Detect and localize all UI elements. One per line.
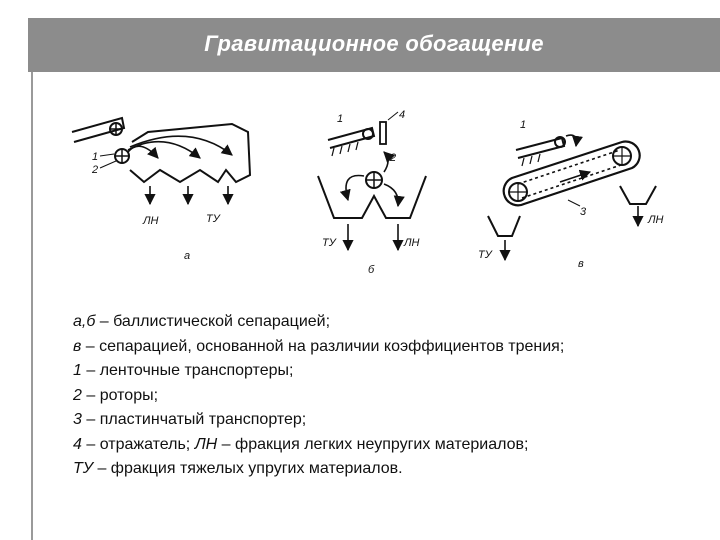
legend-item-3 — [73, 408, 564, 433]
diagram-c-caption: в — [578, 258, 584, 270]
legend-term: 3 — [73, 411, 82, 428]
legend-item-4 — [73, 433, 564, 458]
legend-text: – пластинчатый транспортер; — [81, 411, 307, 428]
legend-text: – роторы; — [81, 386, 159, 404]
legend-item-ab — [73, 310, 564, 335]
diagram-a-label-ln: ЛН — [143, 215, 159, 227]
legend — [73, 310, 564, 482]
diagram-c-label-tu: ТУ — [478, 249, 492, 261]
legend-item-1 — [73, 359, 564, 384]
diagram-a-label-1: 1 — [92, 151, 99, 163]
diagram-b-label-1: 1 — [337, 113, 344, 125]
diagram-b-label-ln: ЛН — [404, 237, 420, 249]
legend-term: а,б — [73, 313, 96, 330]
diagram-b-label-4: 4 — [399, 109, 406, 121]
legend-text: – сепарацией, основанной на различии коэффициентов трения; — [81, 337, 565, 355]
diagram-a-label-2: 2 — [92, 164, 99, 176]
diagram-b — [318, 112, 426, 250]
diagram-b-label-2: 2 — [390, 152, 397, 164]
legend-text: – баллистической сепарацией; — [95, 313, 331, 330]
legend-text: – ленточные транспортеры; — [81, 362, 294, 379]
diagram-c-label-1: 1 — [520, 119, 527, 131]
legend-item-2 — [73, 384, 564, 409]
diagram-a — [72, 118, 250, 204]
diagram-b-caption: б — [368, 264, 375, 276]
diagram-c-label-3: 3 — [580, 206, 587, 218]
legend-term: 4 — [73, 435, 82, 453]
diagram-c — [488, 135, 656, 260]
diagram-c-label-ln: ЛН — [648, 214, 664, 226]
legend-term: ЛН — [194, 435, 218, 453]
legend-term: в — [73, 337, 82, 355]
legend-term: 1 — [73, 362, 82, 379]
legend-text: – фракция тяжелых упругих материалов. — [93, 460, 403, 477]
legend-text: – отражатель; — [81, 435, 195, 453]
diagram-a-label-tu: ТУ — [206, 213, 220, 225]
legend-item-v — [73, 335, 564, 360]
page-title: Гравитационное обогащение — [204, 31, 544, 56]
diagram-b-label-tu: ТУ — [322, 237, 336, 249]
diagram-a-caption: а — [184, 250, 191, 262]
legend-term: 2 — [73, 386, 82, 404]
legend-text: – фракция легких неупругих материалов; — [217, 435, 529, 453]
legend-item-tu — [73, 457, 564, 482]
legend-term: ТУ — [73, 460, 93, 477]
